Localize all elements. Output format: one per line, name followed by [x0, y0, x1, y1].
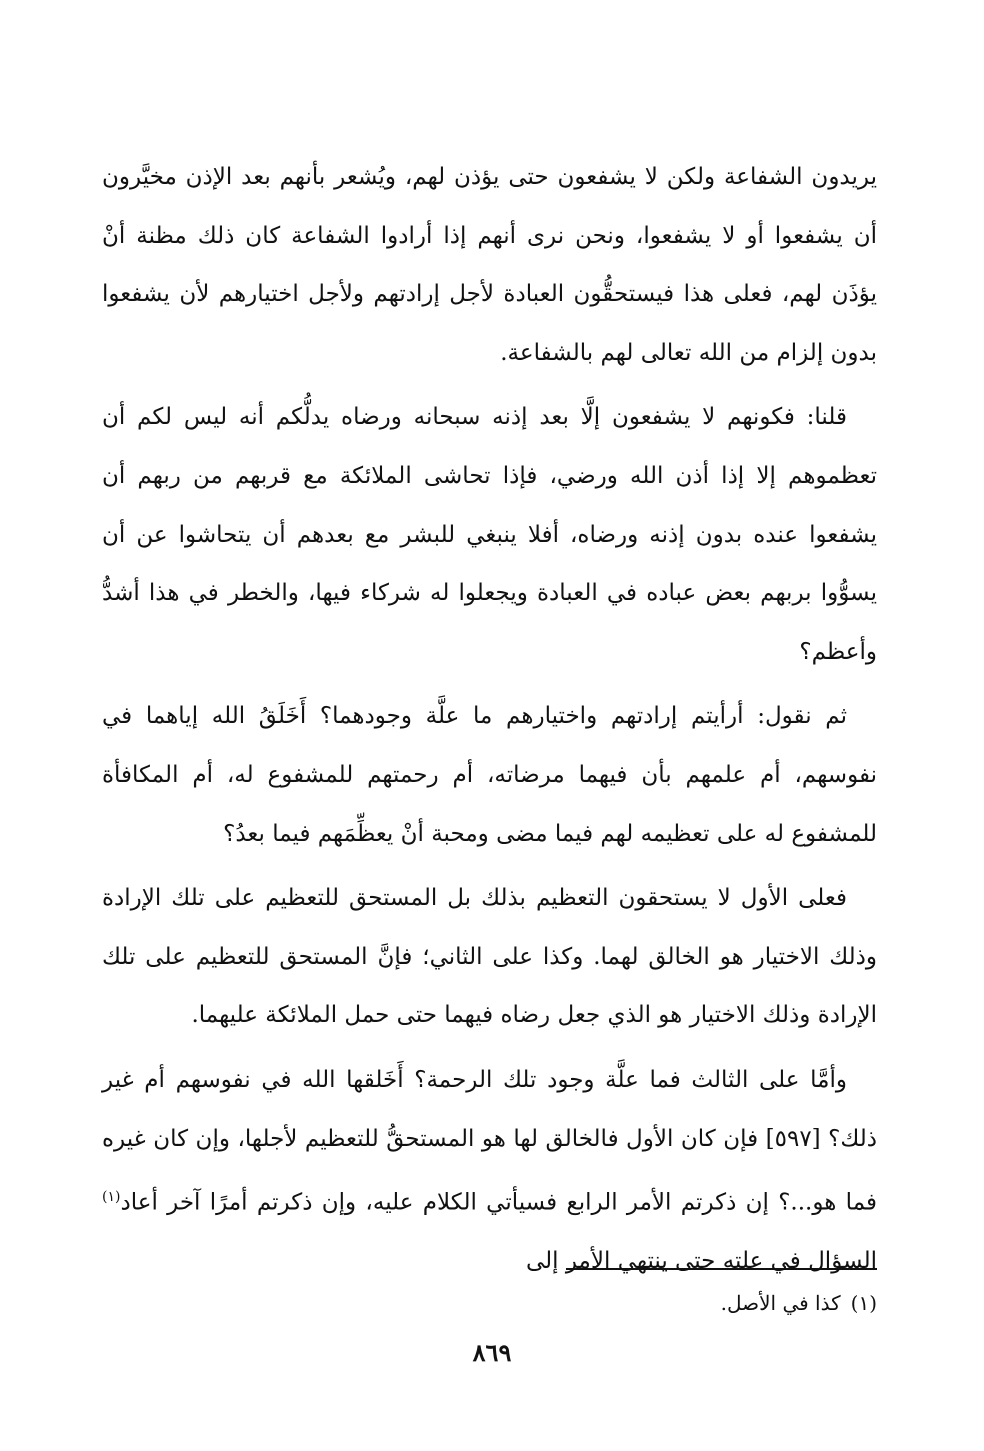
paragraph-2: قلنا: فكونهم لا يشفعون إلَّا بعد إذنه سبحانه ورضاه يدلُّكم أنه ليس لكم أن تعظموهم إلا إذا أذن الله ورضي، فإذا تحاشى الملائكة مع قربهم من ربهم أن يشفعوا عنده بدون إذنه ورضاه، أفلا ينبغي للبشر مع بعدهم أن يتحاشوا عن أن يسوُّوا بربهم بعض عباده في العبادة ويجعلوا له شركاء فيها، والخطر في هذا أشدُّ وأعظم؟ — [102, 404, 877, 665]
page-number: ٨٦٩ — [472, 1338, 512, 1367]
paragraph-3: ثم نقول: أرأيتم إرادتهم واختيارهم ما علَّة وجودهما؟ أَخَلَقُ الله إياهما في نفوسهم، أم علمهم بأن فيهما مرضاته، أم رحمتهم للمشفوع له، أم المكافأة للمشفوع له على تعظيمه لهم فيما مضى ومحبة أنْ يعظِّمَهم فيما بعدُ؟ — [102, 703, 877, 847]
paragraph-5-tail: السؤال في علته حتى ينتهي الأمر إلى — [525, 1248, 877, 1275]
paragraph-4: فعلى الأول لا يستحقون التعظيم بذلك بل المستحق للتعظيم على تلك الإرادة وذلك الاختيار هو الخالق لهما. وكذا على الثاني؛ فإنَّ المستحق للتعظيم على تلك الإرادة وذلك الاختيار هو الذي جعل رضاه فيهما حتى حمل الملائكة عليهما. — [102, 885, 877, 1029]
main-text — [102, 148, 877, 1297]
footnote-divider — [566, 1268, 877, 1270]
footnote-reference: (١) — [102, 1189, 121, 1206]
footnote-text: كذا في الأصل. — [720, 1291, 841, 1315]
footnote — [377, 1286, 877, 1320]
footnote-marker: (١) — [850, 1291, 877, 1315]
paragraph-5-text: وأمَّا على الثالث فما علَّة وجود تلك الرحمة؟ أَخَلقها الله في نفوسهم أم غير ذلك؟ [٥٩٧] فإن كان الأول فالخالق لها هو المستحقُّ للتعظيم لأجلها، وإن كان غيره فما هو...؟ إن ذكرتم الأمر الرابع فسيأتي الكلام عليه، وإن ذكرتم أمرًا آخر أعاد — [102, 1066, 877, 1216]
paragraph-1: يريدون الشفاعة ولكن لا يشفعون حتى يؤذن لهم، ويُشعر بأنهم بعد الإذن مخيَّرون أن يشفعوا أو لا يشفعوا، ونحن نرى أنهم إذا أرادوا الشفاعة كان ذلك مظنة أنْ يؤذَن لهم، فعلى هذا فيستحقُّون العبادة لأجل إرادتهم ولأجل اختيارهم لأن يشفعوا بدون إلزام من الله تعالى لهم بالشفاعة. — [102, 164, 877, 366]
paragraph-5 — [102, 1051, 877, 1291]
